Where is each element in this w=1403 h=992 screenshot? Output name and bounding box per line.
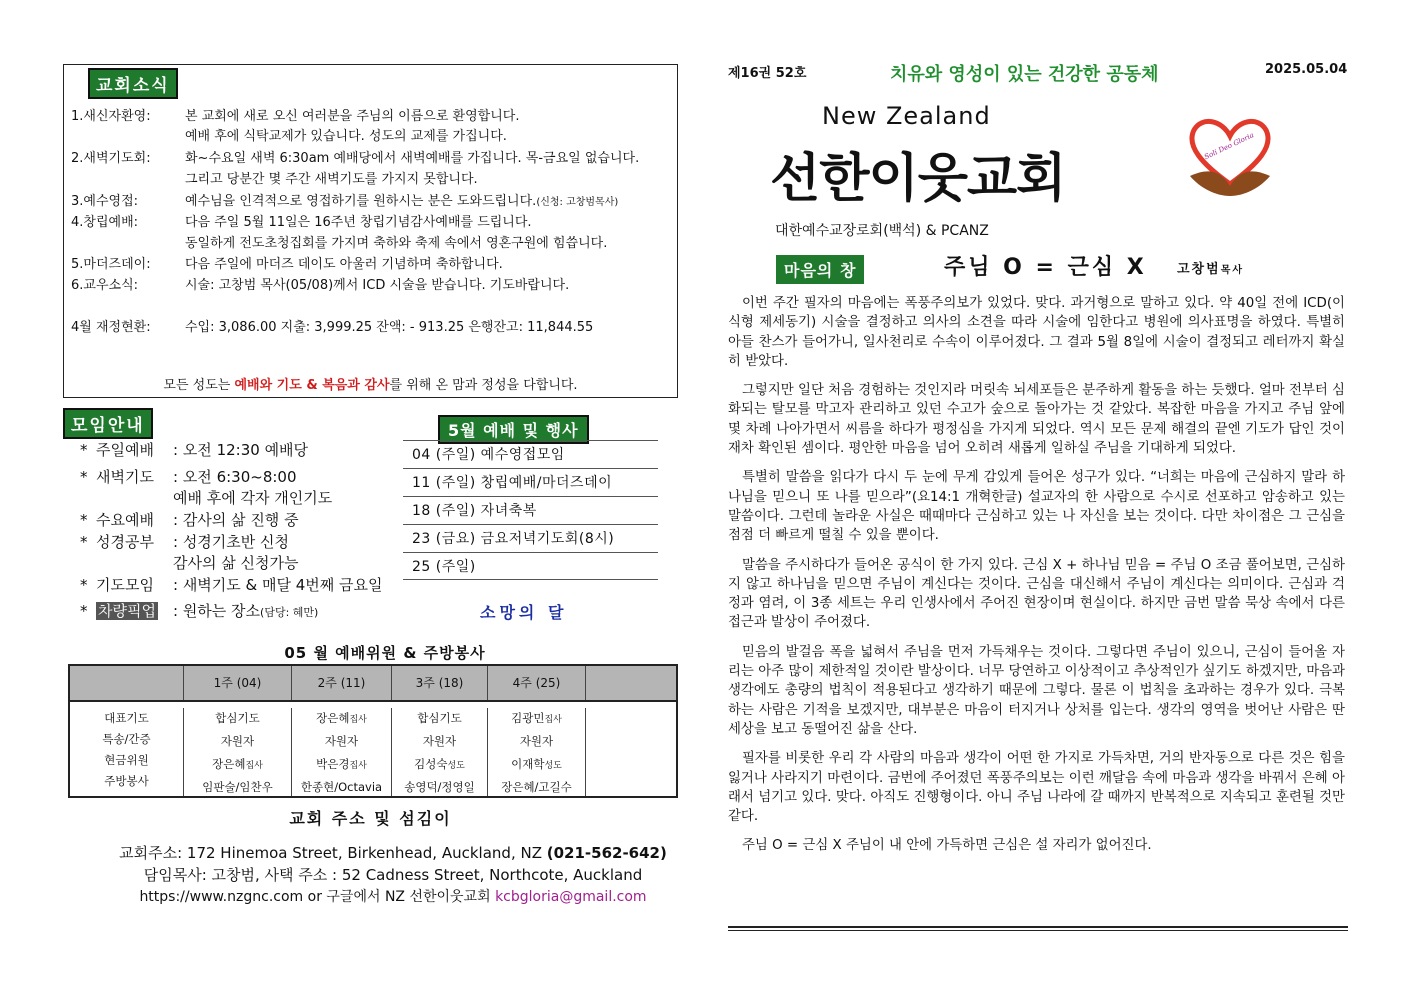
meeting-item: * 수요예배 : 감사의 삶 진행 중 xyxy=(80,511,299,529)
meeting-item: * 기도모임 : 새벽기도 & 매달 4번째 금요일 xyxy=(80,576,383,594)
column-paragraph: 그렇지만 일단 처음 경험하는 것인지라 머릿속 뇌세포들은 분주하게 활동을 하는 듯했다. 얼마 전부터 심화되는 탈모를 막고자 관리하고 있던 수고가 숲으로 돌아가는 것 같았다. 복잡한 마음을 가지고 주님 앞에 몇 차례 나아가면서 씨름을 하다가 평정심을 가지게 되었다. 역시 모든 문제 해결의 끝엔 기도가 답인 것이 재차 확인된 셈이다. 평안한 마음을 넘어 오히려 새롭게 일하실 주님을 기대하게 되었다. xyxy=(728,383,1345,457)
week-1-column: 합심기도 자원자 장은혜집사 임판술/임찬우 xyxy=(184,708,292,796)
event-row: 04 (주일) 예수영접모임 xyxy=(403,440,658,468)
meeting-item: * 주일예배 : 오전 12:30 예배당 xyxy=(80,441,309,459)
church-motto: 치유와 영성이 있는 건강한 공동체 xyxy=(890,64,1159,85)
table-body xyxy=(70,702,676,796)
church-name: 선한이웃교회 xyxy=(770,149,1066,209)
news-text: 다음 주일 5월 11일은 16주년 창립기념감사예배를 드립니다. xyxy=(185,215,532,230)
website-link[interactable]: https://www.nzgnc.com xyxy=(139,889,304,905)
column-paragraph: 필자를 비롯한 우리 각 사람의 마음과 생각이 어떤 한 가지로 가득차면, 거의 반자동으로 다른 것은 힘을 잃거나 사라지기 마련이다. 금번에 주어졌던 폭풍주의보는 이런 깨달음 속에 마음과 생각을 바꿔서 은혜 아래서 넘기고 있다. 맞다. 아직도 진행형이다. 아니 주님 나라에 갈 때까지 반복적으로 지속되고 훈련될 것만 같다. xyxy=(728,751,1345,825)
event-row: 18 (주일) 자녀축복 xyxy=(403,496,658,524)
month-theme: 소망의 달 xyxy=(480,603,568,622)
meeting-item: * 성경공부 : 성경기초반 신청 감사의 삶 신청가능 xyxy=(80,533,299,572)
footer-double-rule xyxy=(728,926,1348,931)
events-list xyxy=(403,440,658,580)
column-author: 고창범목사 xyxy=(1177,262,1245,277)
news-label: 2.새벽기도회: xyxy=(71,151,151,166)
event-row: 23 (금요) 금요저녁기도회(8시) xyxy=(403,524,658,552)
roles-column: 대표기도 특송/간증 현금위원 주방봉사 xyxy=(70,708,184,796)
news-footer: 모든 성도는 예배와 기도 & 복음과 감사를 위해 온 맘과 정성을 다합니다. xyxy=(163,378,578,393)
news-text: 예수님을 인격적으로 영접하기를 원하시는 분은 도와드립니다.(신청: 고창범목사) xyxy=(185,194,619,209)
news-label: 4.창립예배: xyxy=(71,215,139,230)
column-title: 주님 O = 근심 X xyxy=(944,255,1147,280)
event-row: 11 (주일) 창립예배/마더즈데이 xyxy=(403,468,658,496)
events-title: 5월 예배 및 행사 xyxy=(438,415,589,444)
column-body xyxy=(728,294,1345,866)
denomination: 대한예수교장로회(백석) & PCANZ xyxy=(775,223,989,239)
web-contact: https://www.nzgnc.com or 구글에서 NZ 선한이웃교회 kcbgloria@gmail.com xyxy=(139,889,647,905)
event-row: 25 (주일) xyxy=(403,552,658,580)
news-text: 예배 후에 식탁교제가 있습니다. 성도의 교제를 가집니다. xyxy=(185,129,507,144)
week-4-column: 김광민집사 자원자 이재학성도 장은혜/고길수 xyxy=(488,708,586,796)
svg-text:Soli Deo Gloria: Soli Deo Gloria xyxy=(1203,131,1256,162)
news-note: (신청: 고창범목사) xyxy=(536,197,619,208)
country-label: New Zealand xyxy=(822,102,991,130)
meeting-item: * 차량픽업 : 원하는 장소(담당: 혜만) xyxy=(80,602,319,620)
meetings-title: 모임안내 xyxy=(63,408,153,439)
news-text: 그리고 당분간 몇 주간 새벽기도를 가지지 못합니다. xyxy=(185,172,478,187)
phone-number: (021-562-642) xyxy=(546,844,667,862)
worship-committee-title: 05 월 예배위원 & 주방봉사 xyxy=(284,644,486,662)
news-label: 4월 재정현환: xyxy=(71,320,151,335)
meeting-item: * 새벽기도 : 오전 6:30~8:00 예배 후에 각자 개인기도 xyxy=(80,468,333,507)
table-header xyxy=(70,666,676,702)
email-link[interactable]: kcbgloria@gmail.com xyxy=(495,889,647,905)
column-paragraph: 주님 O = 근심 X 주님이 내 안에 가득하면 근심은 설 자리가 없어진다. xyxy=(742,838,1152,854)
volume-number: 제16권 52호 xyxy=(728,66,807,81)
column-paragraph: 특별히 말씀을 읽다가 다시 두 눈에 무게 감있게 들어온 성구가 있다. “너희는 마음에 근심하지 말라 하나님을 믿으니 또 나를 믿으라”(요14:1 개혁한글) 설교자의 한 사람으로 수시로 선포하고 암송하고 있는 말씀이다. 그런데 놀라운 사실은 때때마다 근심하고 있는 나 자신을 보는 것이다. 다만 차이점은 그 근심을 점점 더 빠르게 떨칠 수 있을 뿐이다. xyxy=(728,470,1345,544)
news-text: 동일하게 전도초청집회를 가지며 축하와 축제 속에서 영혼구원에 힘씁니다. xyxy=(185,236,608,251)
heart-hands-logo-icon xyxy=(1180,106,1280,202)
bulletin-date: 2025.05.04 xyxy=(1265,62,1348,77)
pastor-address: 담임목사: 고창범, 사택 주소 : 52 Cadness Street, Northcote, Auckland xyxy=(143,866,643,884)
week-3-header: 3주 (18) xyxy=(392,666,488,700)
address-title: 교회 주소 및 섬김이 xyxy=(289,809,452,828)
news-label: 1.새신자환영: xyxy=(71,109,151,124)
news-label: 5.마더즈데이: xyxy=(71,257,151,272)
week-2-header: 2주 (11) xyxy=(292,666,392,700)
column-paragraph: 믿음의 발걸음 폭을 넓혀서 주님을 먼저 가득채우는 것이다. 그렇다면 주님이 있으니, 근심이 들어올 자리는 아주 많이 제한적일 것이란 발상이다. 너무 당연하고 이상적이고 추상적인가 싶기도 하겠지만, 마음과 생각에도 총량의 법칙이 적용된다고 생각하기 때문에 그렇다. 물론 이 법칙을 초과하는 경우가 있다. 극복하는 사람은 기적을 보겠지만, 대부분은 마음이 터지거나 상처를 입는다. 생각의 영역을 벗어난 사람은 딴 세상을 보고 동떨어진 삶을 산다. xyxy=(728,644,1345,737)
column-paragraph: 말씀을 주시하다가 들어온 공식이 한 가지 있다. 근심 X + 하나님 믿음 = 주님 O 조금 풀어보면, 근심하지 않고 하나님을 믿으면 주님이 계신다는 것이다. 근심을 대신해서 주님이 계신다는 의미이다. 근심과 걱정과 염려, 이 3종 세트는 우리 인생사에서 주어진 현장이며 현실이다. 하지만 금번 말씀 묵상 속에서 다른 접근과 발상이 주어졌다. xyxy=(728,557,1345,631)
news-text: 수입: 3,086.00 지출: 3,999.25 잔액: - 913.25 은행잔고: 11,844.55 xyxy=(185,320,594,335)
column-section-tag: 마음의 창 xyxy=(776,255,864,284)
worship-committee-table xyxy=(68,664,678,798)
news-text: 다음 주일에 마더즈 데이도 아울러 기념하며 축하합니다. xyxy=(185,257,503,272)
news-text: 시술: 고창범 목사(05/08)께서 ICD 시술을 받습니다. 기도바랍니다. xyxy=(185,278,570,293)
week-2-column: 장은혜집사 자원자 박은경집사 한종현/Octavia xyxy=(292,708,392,796)
news-label: 6.교우소식: xyxy=(71,278,139,293)
week-3-column: 합심기도 자원자 김성숙성도 송영덕/정영일 xyxy=(392,708,488,796)
week-1-header: 1주 (04) xyxy=(184,666,292,700)
news-label: 3.예수영접: xyxy=(71,194,139,209)
church-news-title: 교회소식 xyxy=(88,68,178,99)
news-text: 화~수요일 새벽 6:30am 예배당에서 새벽예배를 가집니다. 목-금요일 없습니다. xyxy=(185,151,640,166)
week-4-header: 4주 (25) xyxy=(488,666,586,700)
column-paragraph: 이번 주간 필자의 마음에는 폭풍주의보가 있었다. 맞다. 과거형으로 말하고 있다. 약 40일 전에 ICD(이식형 제세동기) 시술을 결정하고 의사의 소견을 따라 시술에 임한다고 병원에 의사표명을 하였다. 특별히 아들 찬스가 들어가니, 일사천리로 수속이 이루어졌다. 그 결과 5월 8일에 시술이 결정되고 레터까지 확실히 받았다. xyxy=(728,296,1345,369)
news-text: 본 교회에 새로 오신 여러분을 주님의 이름으로 환영합니다. xyxy=(185,109,520,124)
church-address: 교회주소: 172 Hinemoa Street, Birkenhead, Auckland, NZ (021-562-642) xyxy=(119,844,667,862)
